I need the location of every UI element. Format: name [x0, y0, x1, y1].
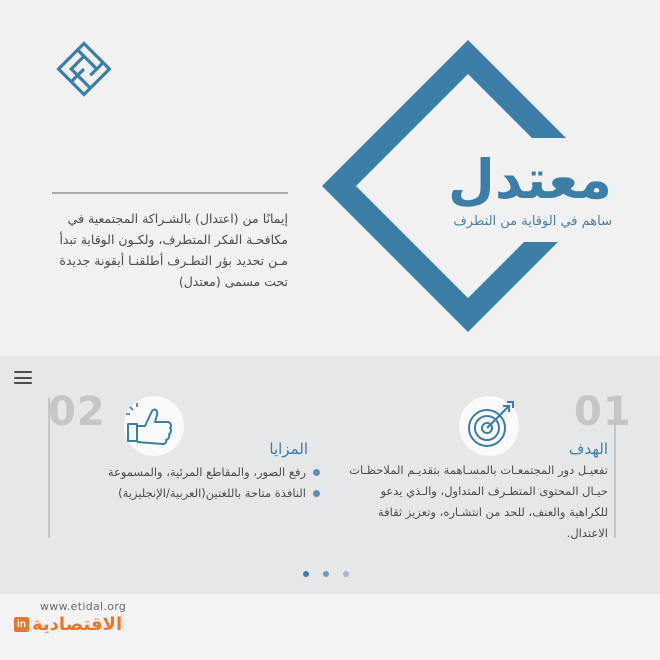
pagination-dot-2[interactable] — [323, 571, 329, 577]
intro-text: إيمانًا من (اعتدال) بالشـراكة المجتمعية في مكافحـة الفكر المتطرف، ولكـون الوقاية تبدأ مـن تحديد بؤر التطـرف أطلقنـا أيقونة جديدة تحت مسمى (معتدل) — [59, 211, 288, 289]
features-number: 02 — [48, 389, 106, 435]
list-item: رفع الصور، والمقاطع المرئية، والمسموعة — [108, 462, 320, 483]
pagination-dot-1[interactable] — [303, 571, 309, 577]
website-link[interactable]: www.etidal.org — [40, 600, 127, 613]
info-panel — [0, 356, 660, 594]
divider — [52, 192, 288, 194]
list-item: النافذة متاحة باللغتين(العربية/الإنجليزية) — [108, 483, 320, 504]
source-logo — [14, 614, 122, 635]
target-icon — [459, 396, 519, 456]
brand-subtitle: ساهم في الوقاية من التطرف — [453, 214, 612, 229]
features-title: المزايا — [269, 440, 308, 458]
goal-title: الهدف — [568, 440, 608, 458]
goal-text: تفعيـل دور المجتمعـات بالمسـاهمة بتقديـم الملاحظـات حيـال المحتوى المتطـرف المتداول، والـذي يدعو للكراهية والعنف، للحد من انتشـاره، وتعزيز ثقافة الاعتدال. — [349, 463, 608, 540]
thumbs-up-icon — [124, 396, 184, 456]
pagination — [303, 571, 349, 577]
goal-icon-circle — [459, 396, 519, 456]
source-name: الاقتصادية — [32, 614, 123, 635]
goal-number: 01 — [574, 389, 632, 435]
pagination-dot-3[interactable] — [343, 571, 349, 577]
footer — [0, 594, 660, 660]
features-icon-circle — [124, 396, 184, 456]
source-badge: in — [14, 617, 29, 632]
kufic-logo-icon — [55, 40, 113, 98]
brand-title: معتدل — [447, 148, 612, 211]
hamburger-menu-icon[interactable] — [14, 371, 32, 384]
features-list — [108, 462, 320, 504]
